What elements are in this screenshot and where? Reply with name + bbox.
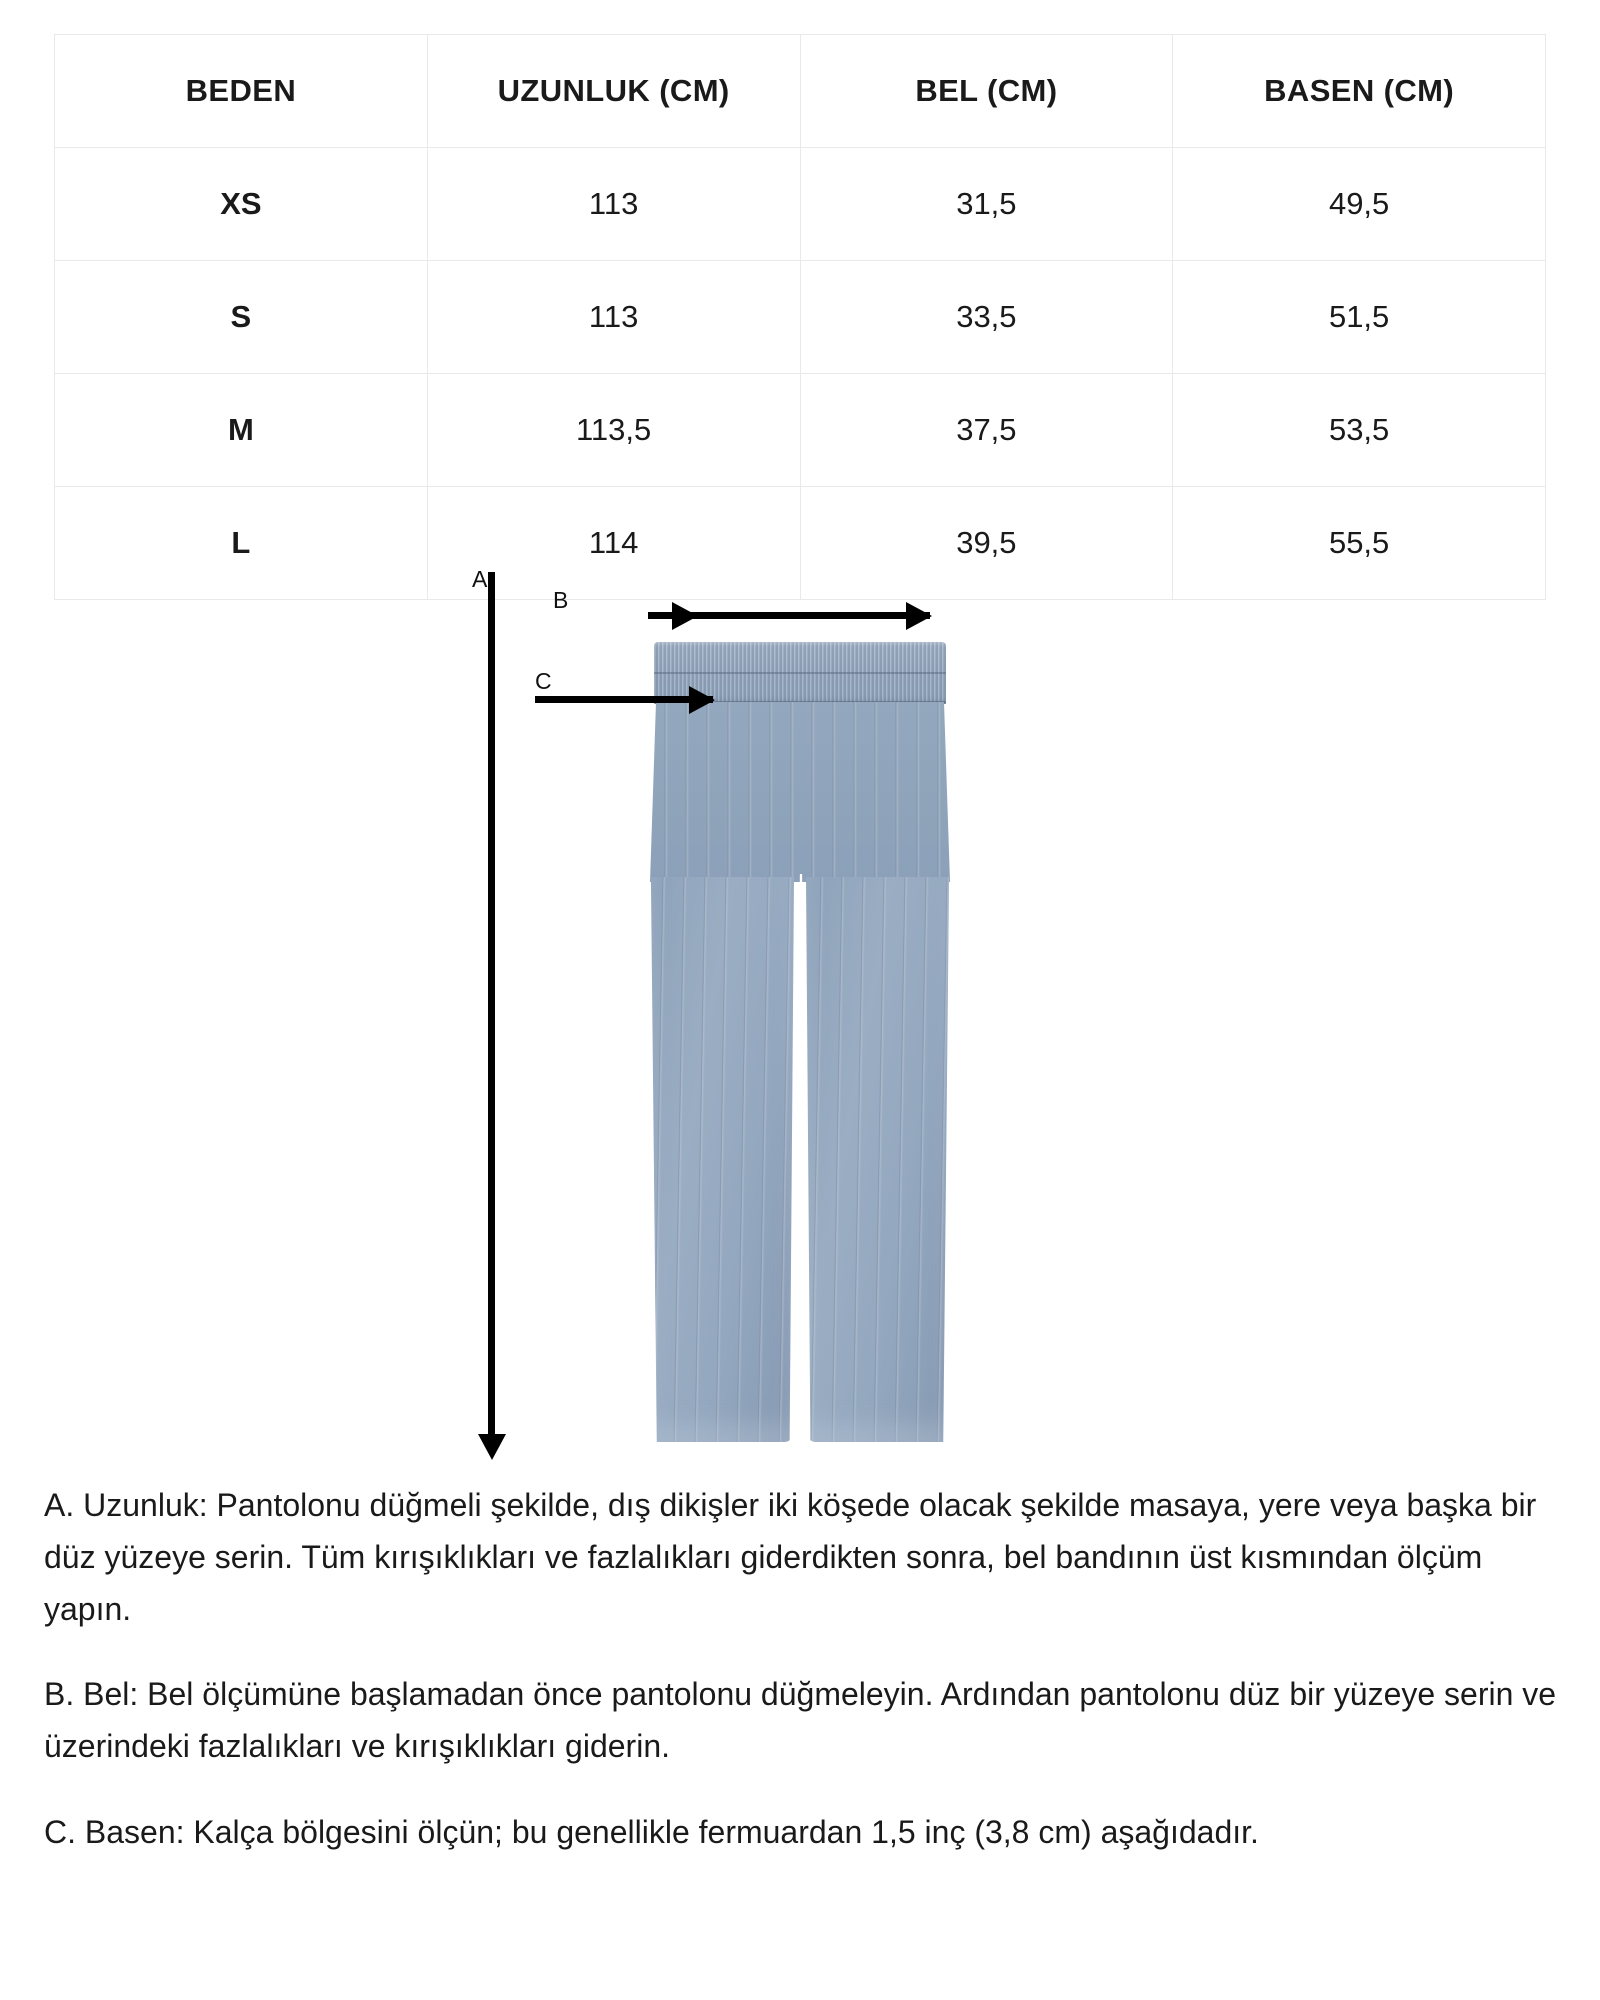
column-header-uzunluk: UZUNLUK (CM)	[427, 35, 800, 148]
cell-basen: 49,5	[1173, 148, 1546, 261]
cell-bel: 37,5	[800, 374, 1173, 487]
table-row	[55, 261, 1546, 374]
cell-uzunluk: 113	[427, 261, 800, 374]
cell-size: M	[55, 374, 428, 487]
size-chart-table-container	[54, 34, 1546, 600]
cell-bel: 33,5	[800, 261, 1173, 374]
column-header-beden: BEDEN	[55, 35, 428, 148]
table-row	[55, 148, 1546, 261]
cell-uzunluk: 113	[427, 148, 800, 261]
measurement-arrow-c	[535, 696, 713, 703]
table-row	[55, 487, 1546, 600]
cell-basen: 55,5	[1173, 487, 1546, 600]
measurement-diagram	[0, 566, 1600, 1460]
cell-size: XS	[55, 148, 428, 261]
column-header-bel: BEL (CM)	[800, 35, 1173, 148]
measurement-arrow-a	[488, 572, 495, 1440]
cell-size: S	[55, 261, 428, 374]
cell-size: L	[55, 487, 428, 600]
pants-inseam-gap	[794, 874, 808, 1446]
cell-basen: 51,5	[1173, 261, 1546, 374]
measurement-label-a: A	[472, 566, 488, 592]
cell-uzunluk: 113,5	[427, 374, 800, 487]
pants-hip-area	[650, 702, 950, 882]
instruction-a: A. Uzunluk: Pantolonu düğmeli şekilde, dış dikişler iki köşede olacak şekilde masaya, yere veya başka bir düz yüzeye serin. Tüm kırışıklıkları ve fazlalıkları giderdikten sonra, bel bandının üst kısmından ölçüm yapın.	[44, 1487, 1537, 1627]
pants-left-leg	[648, 877, 794, 1442]
pants-illustration	[650, 642, 950, 1442]
measurement-label-b: B	[553, 587, 569, 613]
column-header-basen: BASEN (CM)	[1173, 35, 1546, 148]
pants-right-leg	[806, 877, 952, 1442]
cell-uzunluk: 114	[427, 487, 800, 600]
measurement-arrow-b	[690, 612, 930, 619]
measurement-arrow-b-stub	[648, 612, 696, 619]
instruction-c: C. Basen: Kalça bölgesini ölçün; bu genellikle fermuardan 1,5 inç (3,8 cm) aşağıdadır.	[44, 1814, 1259, 1851]
measurement-label-c: C	[535, 668, 552, 694]
table-row	[55, 374, 1546, 487]
instruction-b: B. Bel: Bel ölçümüne başlamadan önce pantolonu düğmeleyin. Ardından pantolonu düz bir yüzeye serin ve üzerindeki fazlalıkları ve kırışıklıkları giderin.	[44, 1676, 1557, 1765]
table-header-row	[55, 35, 1546, 148]
measurement-instructions	[44, 1480, 1564, 1893]
cell-bel: 39,5	[800, 487, 1173, 600]
cell-bel: 31,5	[800, 148, 1173, 261]
size-chart-table	[54, 34, 1546, 600]
cell-basen: 53,5	[1173, 374, 1546, 487]
